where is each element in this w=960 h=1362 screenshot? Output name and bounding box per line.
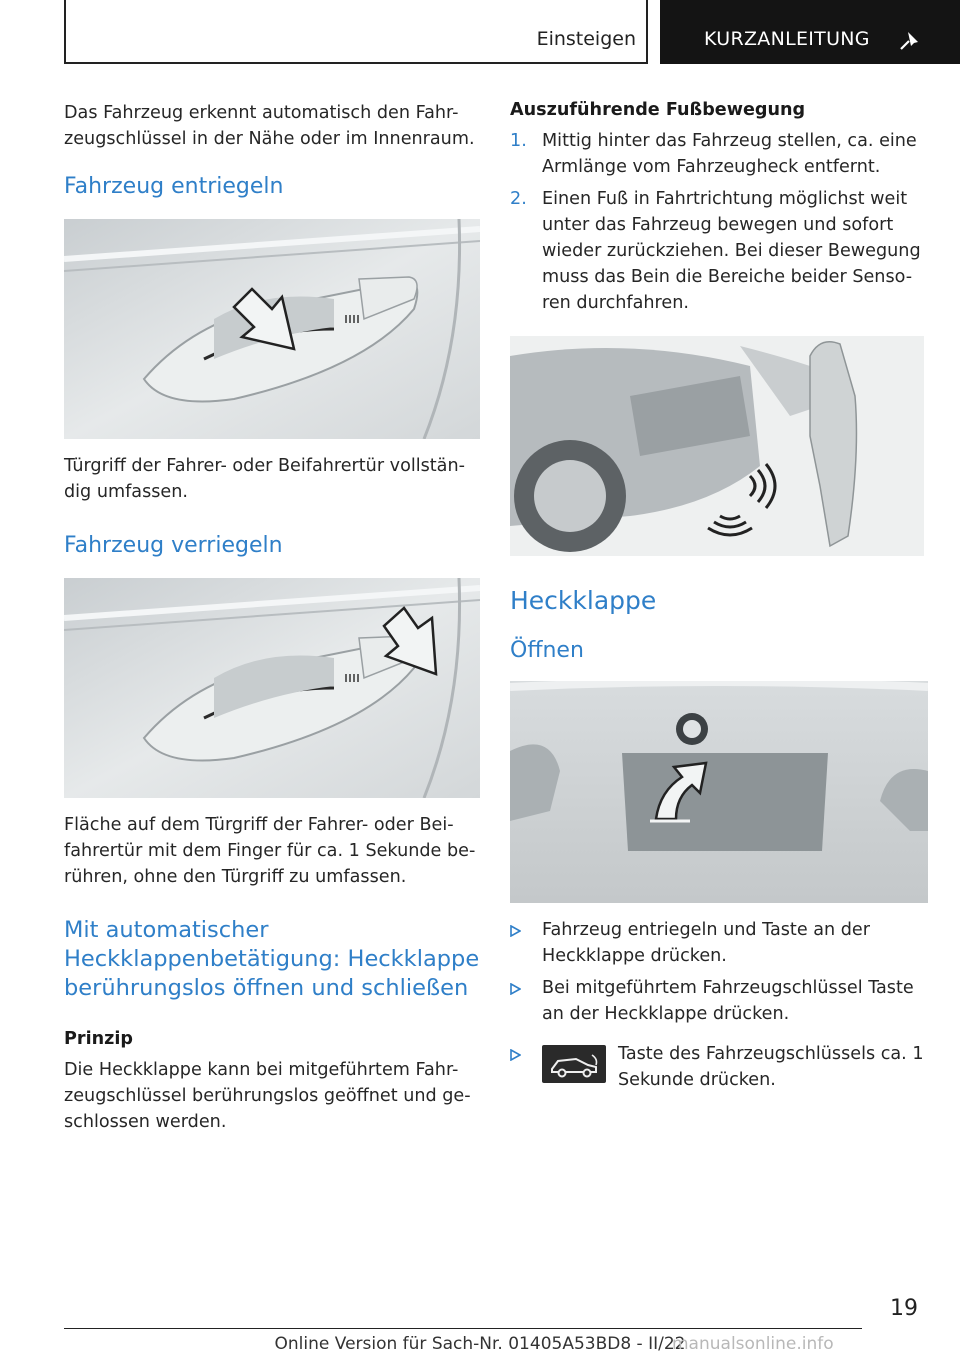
triangle-bullet-icon <box>510 1049 521 1061</box>
door-handle-unlock-figure <box>64 219 480 439</box>
list-item <box>510 917 928 969</box>
header-rule <box>64 62 648 64</box>
principle-heading: Prinzip <box>64 1029 133 1049</box>
list-item <box>510 975 928 1027</box>
unlock-caption: Türgriff der Fahrer- oder Beifahrertür vollstän-dig umfassen. <box>64 456 465 502</box>
unlock-heading: Fahrzeug entriegeln <box>64 174 284 199</box>
header-left-rule <box>64 0 66 64</box>
intro-text: Das Fahrzeug erkennt automatisch den Fahr-zeugschlüssel in der Nähe oder im Innenraum. <box>64 103 475 149</box>
triangle-bullet-icon <box>510 925 521 937</box>
lock-heading: Fahrzeug verriegeln <box>64 533 283 558</box>
left-column <box>64 100 480 1135</box>
step-text: Einen Fuß in Fahrtrichtung möglichst weit unter das Fahrzeug bewegen und sofort wieder zurückziehen. Bei dieser Bewegung muss das Bein die Bereiche beider Senso-ren durchfahren. <box>542 189 921 313</box>
foot-movement-heading: Auszuführende Fußbewegung <box>510 100 806 120</box>
right-column <box>510 100 928 1093</box>
bullet-text: Fahrzeug entriegeln und Taste an der Heckklappe drücken. <box>542 920 870 966</box>
footer-rule <box>64 1328 862 1329</box>
header-section-title: Einsteigen <box>536 28 636 50</box>
foot-gesture-figure <box>510 336 924 556</box>
foot-movement-steps <box>510 128 928 316</box>
list-item <box>510 1041 928 1093</box>
tailgate-open-bullets <box>510 917 928 1093</box>
principle-text: Die Heckklappe kann bei mitgeführtem Fahr-zeugschlüssel berührungslos geöffnet und ge-schlossen werden. <box>64 1060 471 1132</box>
triangle-bullet-icon <box>510 983 521 995</box>
tailgate-button-figure <box>510 681 928 903</box>
tailgate-heading: Heckklappe <box>510 586 657 615</box>
watermark-text: manualsonline.info <box>672 1334 834 1354</box>
door-handle-lock-figure <box>64 578 480 798</box>
step-number: 1. <box>510 131 527 151</box>
open-heading: Öffnen <box>510 638 584 663</box>
step-text: Mittig hinter das Fahrzeug stellen, ca. eine Armlänge vom Fahrzeugheck entfernt. <box>542 131 917 177</box>
auto-tailgate-heading: Mit automatischer Heckklappenbetätigung: Heckklappe berührungslos öffnen und schließen <box>64 917 480 1001</box>
quick-guide-icon <box>898 30 920 52</box>
bullet-text: Bei mitgeführtem Fahrzeugschlüssel Taste an der Heckklappe drücken. <box>542 978 914 1024</box>
header-chapter-title: KURZANLEITUNG <box>704 28 870 50</box>
step-number: 2. <box>510 189 527 209</box>
key-tailgate-button-icon <box>542 1045 606 1083</box>
bullet-text: Taste des Fahrzeugschlüssels ca. 1 Sekunde drücken. <box>618 1044 924 1090</box>
list-item <box>510 186 928 316</box>
header-right-rule <box>646 0 648 64</box>
list-item <box>510 128 928 180</box>
lock-caption: Fläche auf dem Türgriff der Fahrer- oder Bei-fahrertür mit dem Finger für ca. 1 Sekunde be-rühren, ohne den Türgriff zu umfassen. <box>64 815 476 887</box>
header-chapter-tab[interactable] <box>660 0 960 64</box>
online-version-text: Online Version für Sach-Nr. 01405A53BD8 - II/22 <box>274 1334 686 1354</box>
page-number: 19 <box>890 1296 918 1321</box>
